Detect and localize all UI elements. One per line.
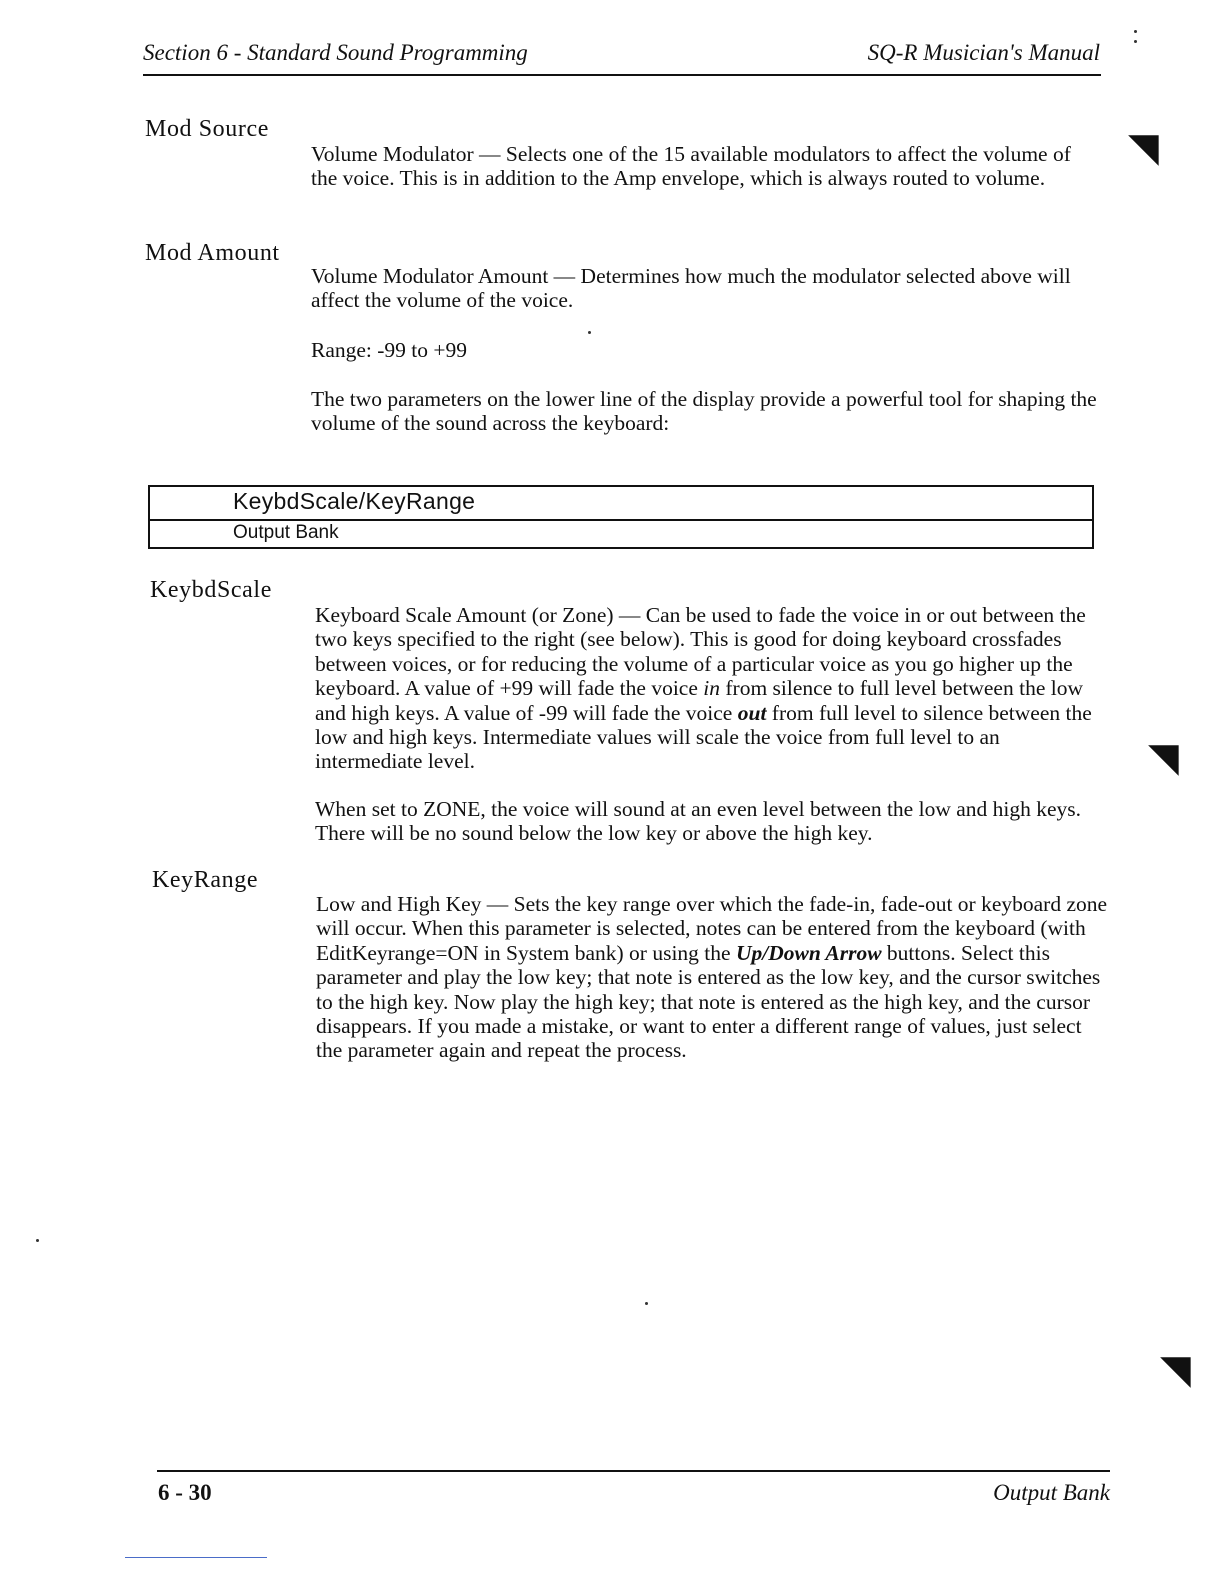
key-range-description: Low and High Key — Sets the key range over which the fade-in, fade-out or keyboard zone will occur. When this parameter is selected, notes can be entered from the keyboard (with EditKeyrange=ON in System bank) or using the Up/Down Arrow buttons. Select this parameter and play the low key; that note is entered as the low key, and the cursor switches to the high key. Now play the high key; that note is entered as the high key, and the cursor disappears. If you made a mistake, or want to enter a different range of values, just select the parameter again and repeat the process. bbox=[316, 892, 1108, 1063]
mod-amount-range: Range: -99 to +99 bbox=[311, 338, 468, 362]
term-mod-source: Mod Source bbox=[145, 116, 269, 142]
margin-mark-icon: ◥ bbox=[1128, 125, 1159, 170]
margin-mark-icon: ◥ bbox=[1148, 735, 1179, 780]
term-key-range: KeyRange bbox=[152, 867, 259, 893]
keybd-scale-description: Keyboard Scale Amount (or Zone) — Can be used to fade the voice in or out between the two keys specified to the right (see below). This is good for doing keyboard crossfades between voices, or for reducing the volume of a particular voice as you go higher up the keyboard. A value of +99 will fade the voice in from silence to full level between the low and high keys. A value of -99 will fade the voice out from full level to silence between the low and high keys. Intermediate values will scale the voice from full level to an intermediate level. bbox=[315, 603, 1092, 774]
scan-edge-line bbox=[125, 1557, 267, 1558]
lower-line-intro: The two parameters on the lower line of the display provide a powerful tool for shaping the volume of the sound across the keyboard: bbox=[311, 387, 1097, 436]
scan-speck bbox=[1134, 30, 1137, 33]
footer-rule bbox=[157, 1470, 1110, 1472]
footer-section-name: Output Bank bbox=[993, 1480, 1110, 1505]
scan-speck bbox=[36, 1239, 39, 1242]
mod-source-description: Volume Modulator — Selects one of the 15 available modulators to affect the volume of the voice. This is in addition to the Amp envelope, which is always routed to volume. bbox=[311, 142, 1071, 191]
display-box bbox=[148, 485, 1094, 549]
display-box-divider bbox=[150, 519, 1092, 521]
scan-speck bbox=[1134, 40, 1137, 43]
scan-speck bbox=[645, 1302, 648, 1305]
margin-mark-icon: ◥ bbox=[1160, 1347, 1191, 1392]
mod-amount-description: Volume Modulator Amount — Determines how much the modulator selected above will affect the volume of the voice. bbox=[311, 264, 1071, 313]
page-number: 6 - 30 bbox=[158, 1480, 212, 1505]
term-keybd-scale: KeybdScale bbox=[150, 577, 272, 603]
keybd-scale-zone-note: When set to ZONE, the voice will sound at an even level between the low and high keys. There will be no sound below the low key or above the high key. bbox=[315, 797, 1082, 846]
display-box-title: KeybdScale/KeyRange bbox=[233, 488, 476, 514]
header-rule bbox=[143, 74, 1101, 76]
running-header-left: Section 6 - Standard Sound Programming bbox=[143, 40, 528, 65]
scan-speck bbox=[588, 331, 591, 334]
running-header-right: SQ-R Musician's Manual bbox=[867, 40, 1100, 65]
term-mod-amount: Mod Amount bbox=[145, 240, 280, 266]
display-box-subtitle: Output Bank bbox=[233, 522, 339, 543]
